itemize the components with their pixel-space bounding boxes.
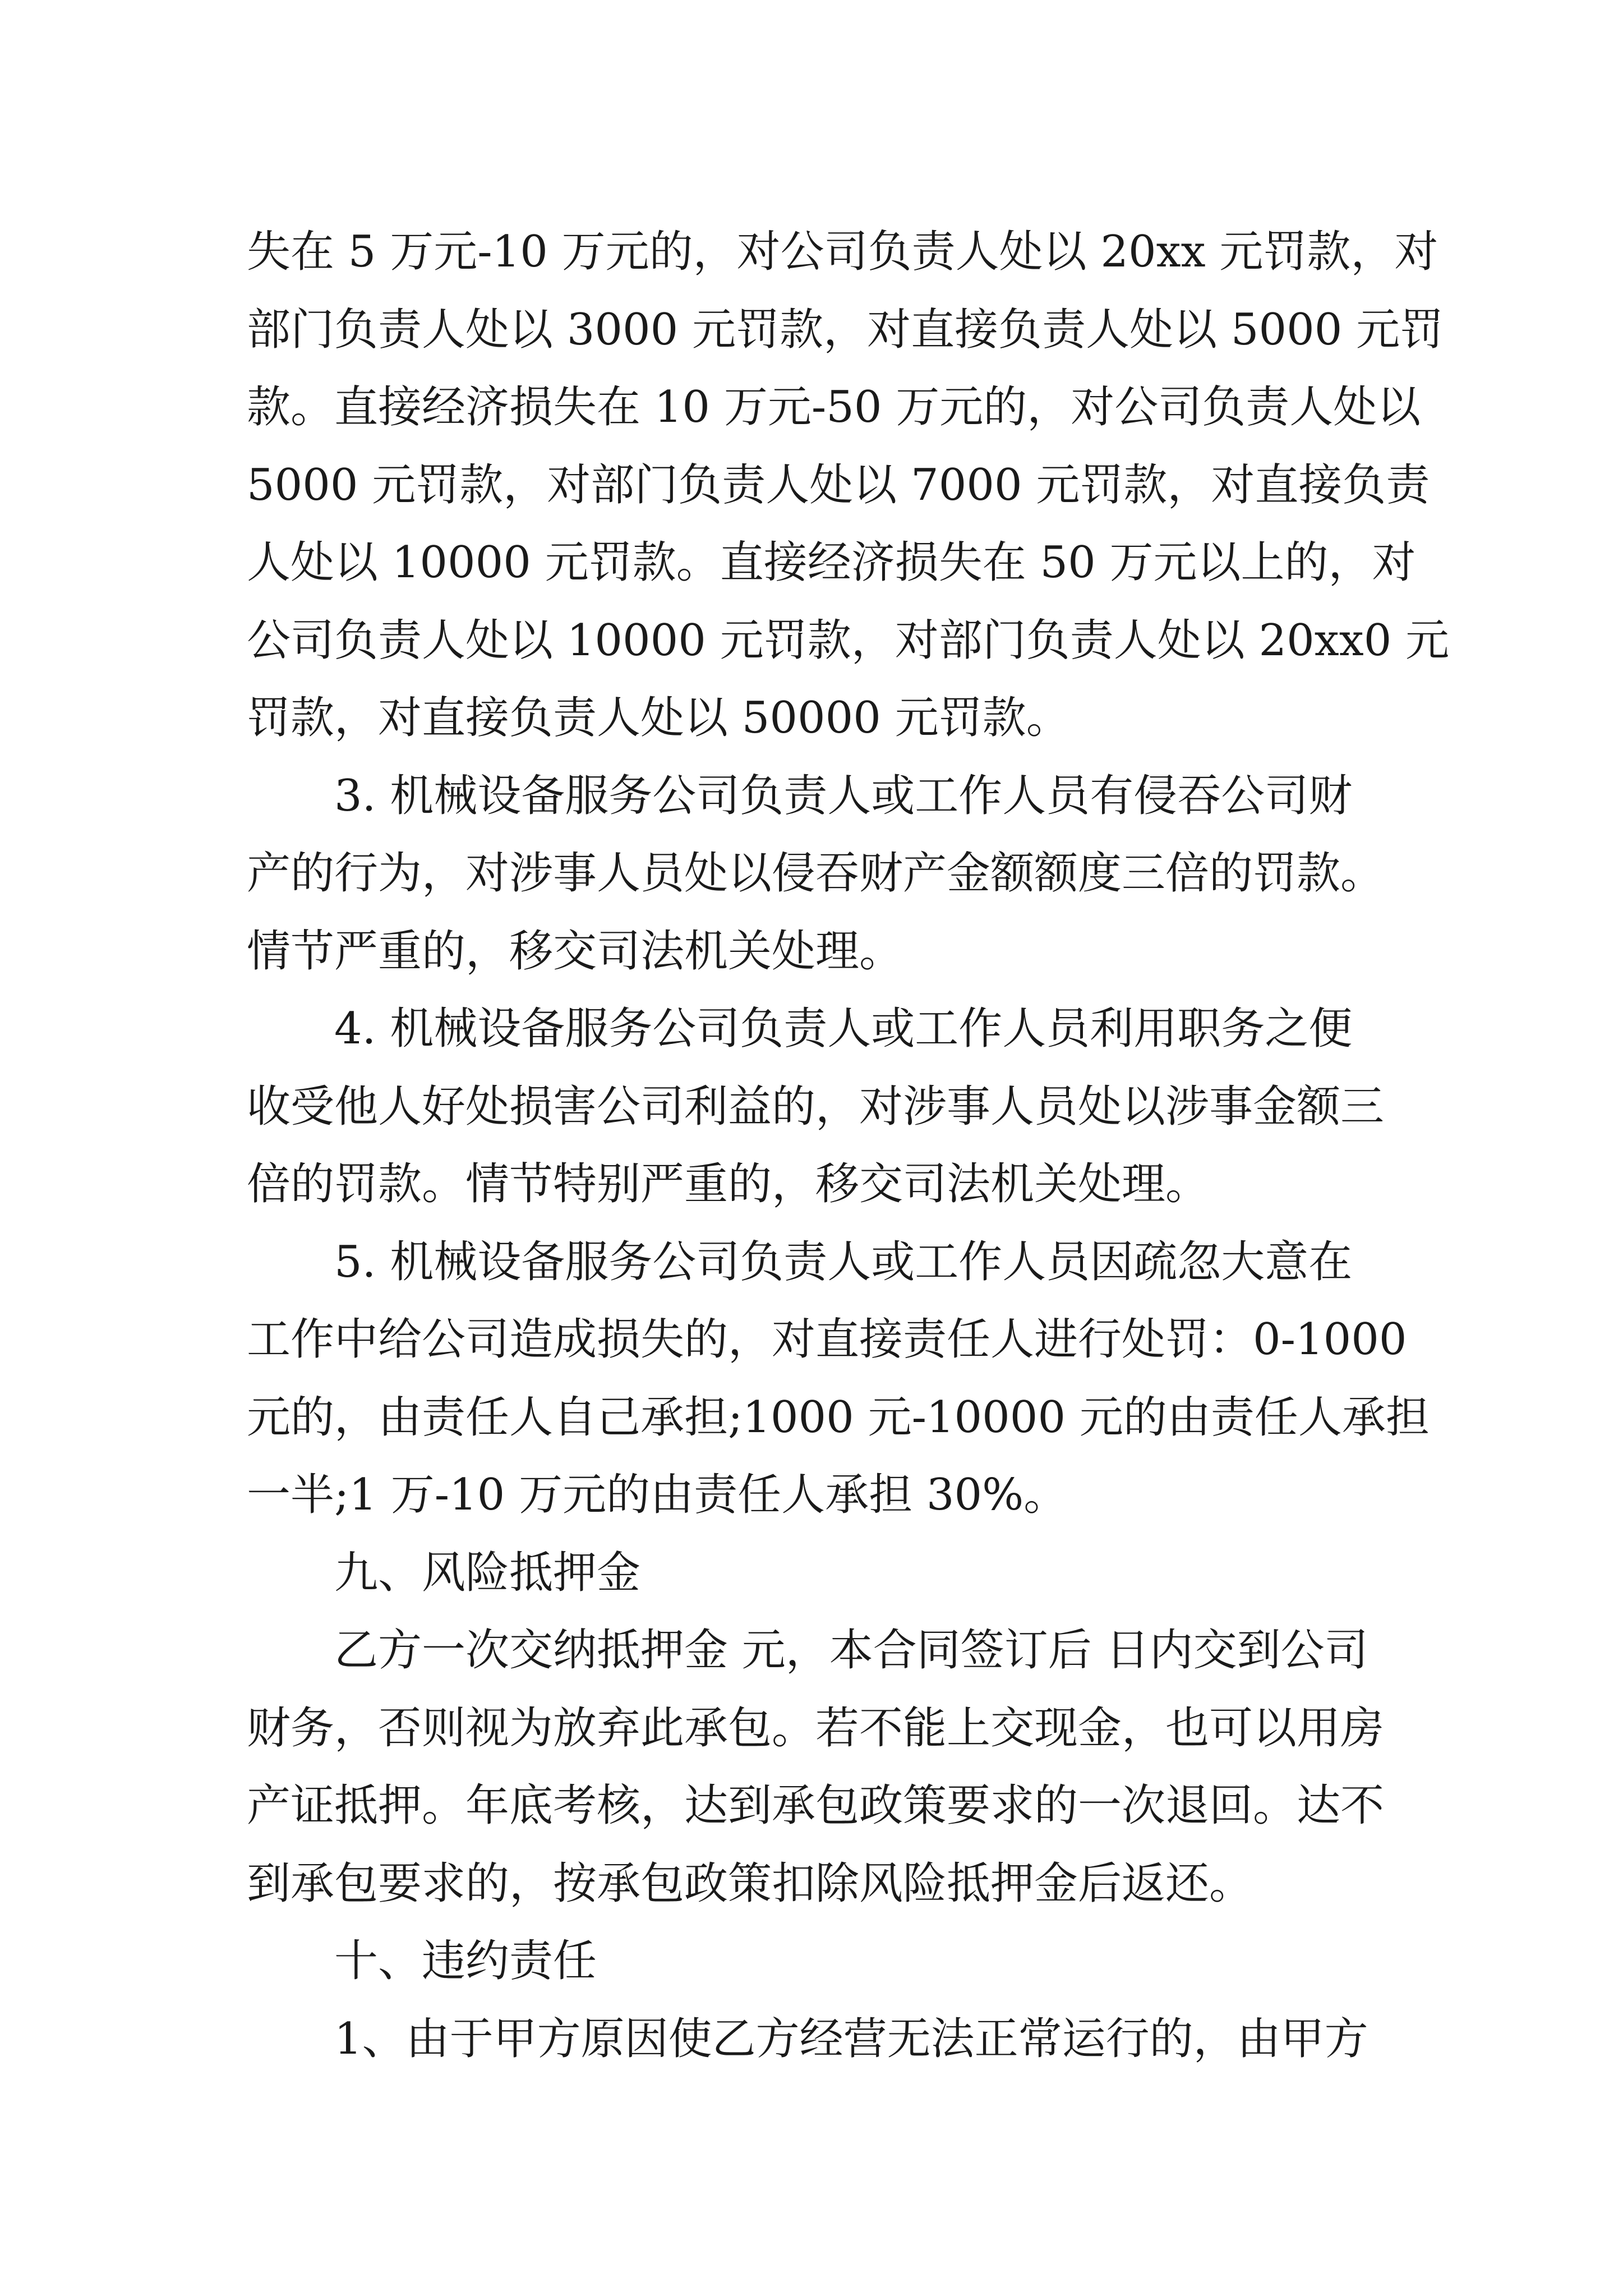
text-line: 1、由于甲方原因使乙方经营无法正常运行的，由甲方	[334, 2013, 1368, 2064]
text-line: 3. 机械设备服务公司负责人或工作人员有侵吞公司财	[334, 770, 1353, 821]
text-line: 收受他人好处损害公司利益的，对涉事人员处以涉事金额三	[247, 1081, 1385, 1132]
text-line: 公司负责人处以 10000 元罚款，对部门负责人处以 20xx0 元	[247, 615, 1450, 666]
text-line: 失在 5 万元-10 万元的，对公司负责人处以 20xx 元罚款，对	[247, 227, 1438, 277]
text-line: 工作中给公司造成损失的，对直接责任人进行处罚：0-1000	[247, 1314, 1407, 1365]
text-line: 情节严重的，移交司法机关处理。	[247, 926, 903, 977]
text-line: 一半;1 万-10 万元的由责任人承担 30%。	[247, 1470, 1068, 1520]
text-line: 到承包要求的，按承包政策扣除风险抵押金后返还。	[247, 1858, 1253, 1909]
text-line: 人处以 10000 元罚款。直接经济损失在 50 万元以上的，对	[247, 537, 1416, 588]
text-line: 部门负责人处以 3000 元罚款，对直接负责人处以 5000 元罚	[247, 304, 1444, 355]
text-line: 倍的罚款。情节特别严重的，移交司法机关处理。	[247, 1159, 1210, 1209]
text-line: 元的，由责任人自己承担;1000 元-10000 元的由责任人承担	[247, 1392, 1430, 1443]
text-line: 十、违约责任	[334, 1936, 597, 1986]
text-line: 5. 机械设备服务公司负责人或工作人员因疏忽大意在	[334, 1236, 1353, 1287]
text-line: 款。直接经济损失在 10 万元-50 万元的，对公司负责人处以	[247, 382, 1421, 432]
text-line: 罚款，对直接负责人处以 50000 元罚款。	[247, 693, 1070, 743]
text-line: 4. 机械设备服务公司负责人或工作人员利用职务之便	[334, 1004, 1353, 1054]
text-line: 产证抵押。年底考核，达到承包政策要求的一次退回。达不	[247, 1780, 1385, 1831]
text-line: 产的行为，对涉事人员处以侵吞财产金额额度三倍的罚款。	[247, 848, 1385, 899]
text-line: 财务，否则视为放弃此承包。若不能上交现金，也可以用房	[247, 1703, 1385, 1754]
document-body	[247, 213, 1450, 2078]
text-line: 九、风险抵押金	[334, 1547, 641, 1598]
text-line: 5000 元罚款，对部门负责人处以 7000 元罚款，对直接负责	[247, 459, 1430, 510]
text-line: 乙方一次交纳抵押金 元，本合同签订后 日内交到公司	[334, 1625, 1368, 1676]
